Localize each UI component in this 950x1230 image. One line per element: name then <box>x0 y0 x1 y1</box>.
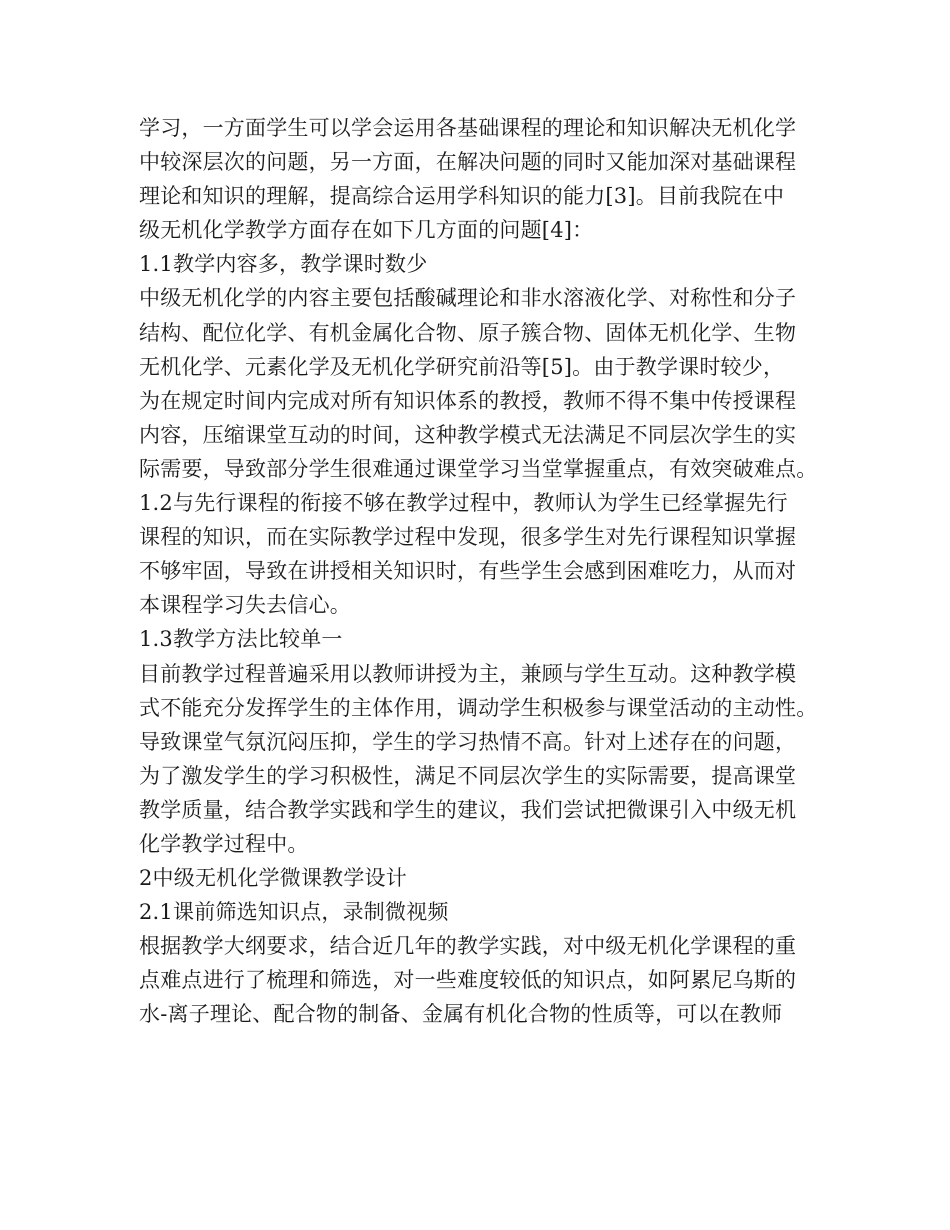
text-line-20: 为了激发学生的学习积极性，满足不同层次学生的实际需要，提高课堂 <box>139 763 797 788</box>
text-line-8: 无机化学、元素化学及无机化学研究前沿等[5]。由于教学课时较少， <box>139 354 785 379</box>
text-line-4: 级无机化学教学方面存在如下几方面的问题[4]： <box>139 218 594 243</box>
body-text <box>139 111 839 1032</box>
text-line-19: 导致课堂气氛沉闷压抑，学生的学习热情不高。针对上述存在的问题， <box>139 729 797 754</box>
text-line-26: 点难点进行了梳理和筛选，对一些难度较低的知识点，如阿累尼乌斯的 <box>139 968 797 993</box>
text-line-14: 不够牢固，导致在讲授相关知识时，有些学生会感到困难吃力，从而对 <box>139 559 797 584</box>
text-line-7: 结构、配位化学、有机金属化合物、原子簇合物、固体无机化学、生物 <box>139 320 797 345</box>
text-line-17: 目前教学过程普遍采用以教师讲授为主，兼顾与学生互动。这种教学模 <box>139 661 797 686</box>
text-line-27: 水-离子理论、配合物的制备、金属有机化合物的性质等，可以在教师 <box>139 1002 783 1027</box>
text-line-25: 根据教学大纲要求，结合近几年的教学实践，对中级无机化学课程的重 <box>139 934 797 959</box>
text-line-18: 式不能充分发挥学生的主体作用，调动学生积极参与课堂活动的主动性。 <box>139 695 818 720</box>
section-heading-1-1: 1.1教学内容多，教学课时数少 <box>139 252 428 277</box>
text-line-3: 理论和知识的理解，提高综合运用学科知识的能力[3]。目前我院在中 <box>139 184 785 209</box>
text-line-13: 课程的知识，而在实际教学过程中发现，很多学生对先行课程知识掌握 <box>139 525 797 550</box>
text-line-22: 化学教学过程中。 <box>139 831 309 856</box>
text-line-21: 教学质量，结合教学实践和学生的建议，我们尝试把微课引入中级无机 <box>139 797 797 822</box>
text-line-10: 内容，压缩课堂互动的时间，这种教学模式无法满足不同层次学生的实 <box>139 422 797 447</box>
text-line-9: 为在规定时间内完成对所有知识体系的教授，教师不得不集中传授课程 <box>139 388 797 413</box>
text-line-2: 中较深层次的问题，另一方面，在解决问题的同时又能加深对基础课程 <box>139 150 797 175</box>
section-heading-1-3: 1.3教学方法比较单一 <box>139 627 343 652</box>
section-heading-2-1: 2.1课前筛选知识点，录制微视频 <box>139 900 449 925</box>
section-heading-1-2: 1.2与先行课程的衔接不够在教学过程中，教师认为学生已经掌握先行 <box>139 491 788 516</box>
text-line-6: 中级无机化学的内容主要包括酸碱理论和非水溶液化学、对称性和分子 <box>139 286 797 311</box>
text-line-15: 本课程学习失去信心。 <box>139 593 351 618</box>
text-line-11: 际需要，导致部分学生很难通过课堂学习当堂掌握重点，有效突破难点。 <box>139 456 818 481</box>
section-heading-2: 2中级无机化学微课教学设计 <box>139 866 407 891</box>
text-line-1: 学习，一方面学生可以学会运用各基础课程的理论和知识解决无机化学 <box>139 116 797 140</box>
